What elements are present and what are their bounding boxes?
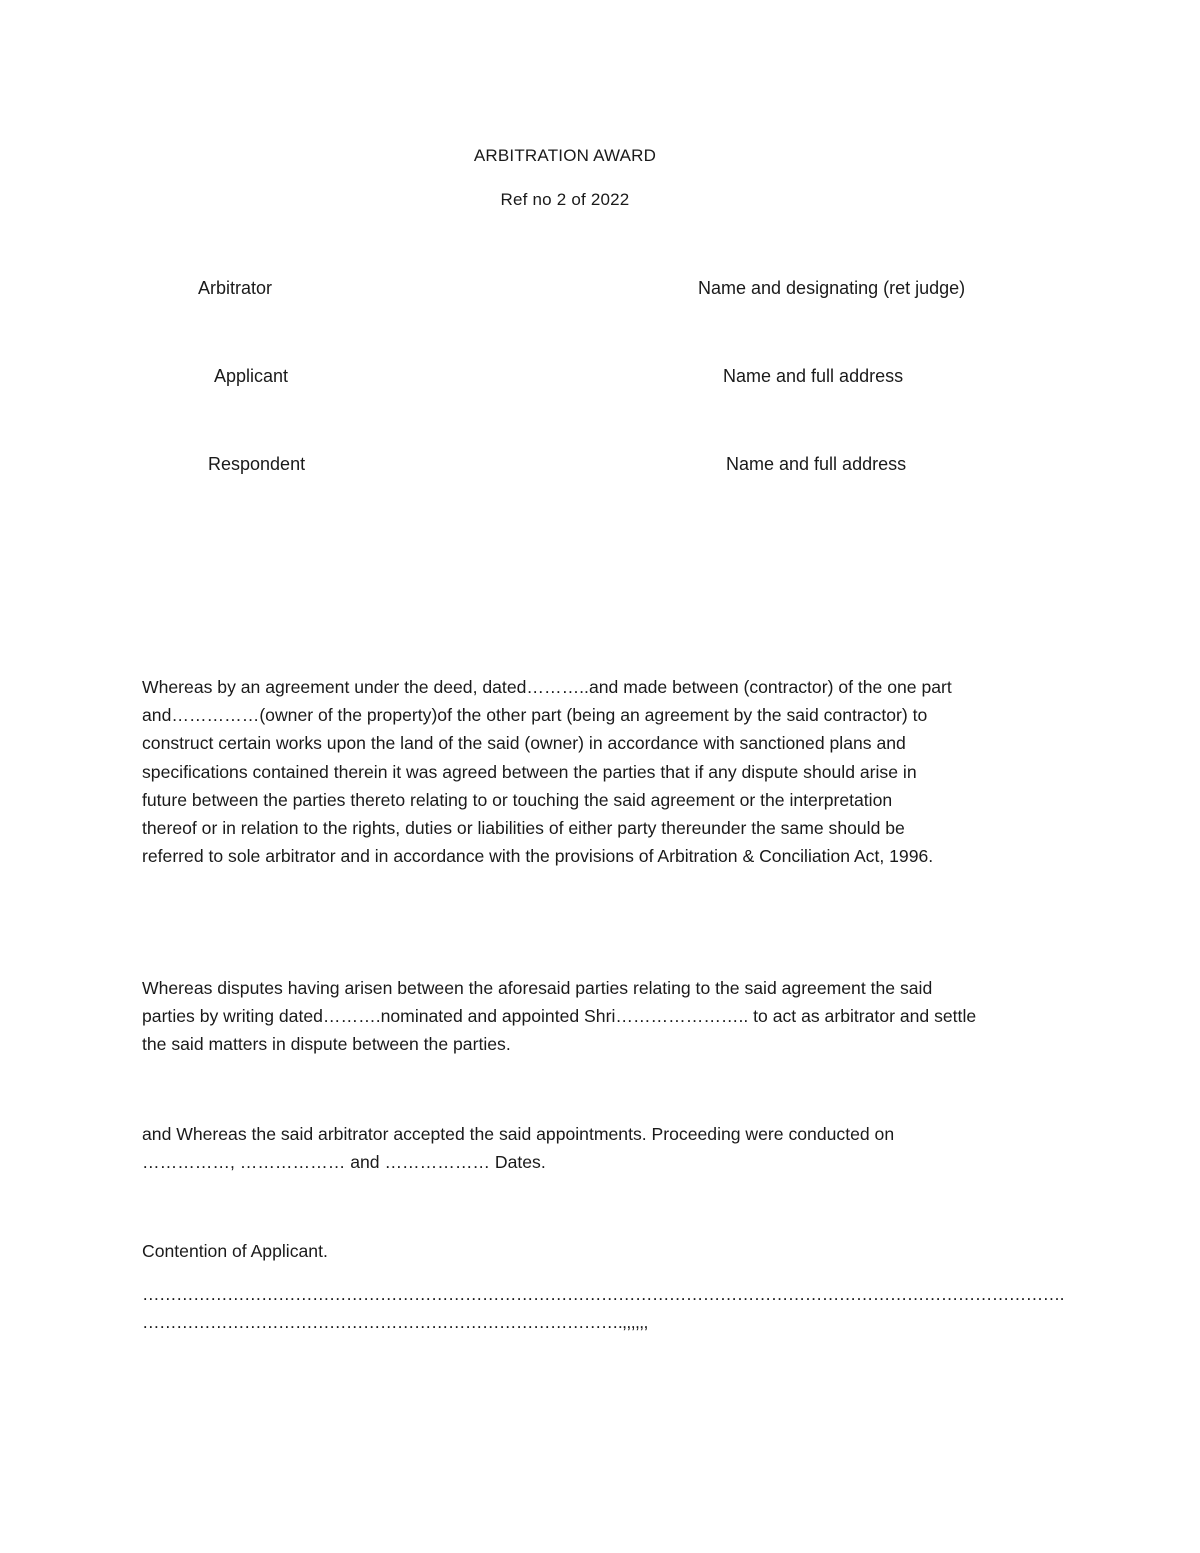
respondent-value: Name and full address — [726, 454, 907, 474]
arbitrator-value: Name and designating (ret judge) — [698, 278, 966, 298]
applicant-label: Applicant — [214, 366, 289, 386]
contention-blank-line-1: ………………………………………………………………………………………………………………………………………………. — [142, 1284, 1064, 1304]
dispute-paragraph: Whereas disputes having arisen between the aforesaid parties relating to the said agreement the said parties by writing dated……….nominated and appointed Shri………………….. to act as arbitrator and settle the said matters in dispute between the parties. — [142, 978, 977, 1055]
proceedings-paragraph: and Whereas the said arbitrator accepted the said appointments. Proceeding were conducted on ……………, ……………… and ……………… Dates. — [142, 1124, 895, 1173]
reference-number: Ref no 2 of 2022 — [500, 190, 630, 209]
applicant-value: Name and full address — [723, 366, 904, 386]
respondent-label: Respondent — [208, 454, 306, 474]
contention-heading: Contention of Applicant. — [142, 1241, 328, 1261]
document-title: ARBITRATION AWARD — [473, 146, 657, 165]
arbitrator-label: Arbitrator — [198, 278, 273, 298]
contention-blank-line-2: ………………………………………………………………………….,,,,,, — [142, 1312, 648, 1332]
agreement-paragraph: Whereas by an agreement under the deed, dated………..and made between (contractor) of the one part and……………(owner of the property)of the other part (being an agreement by the said contractor) to construct certain works upon the land of the said (owner) in accordance with sanctioned plans and specifications contained therein it was agreed between the parties that if any dispute should arise in future between the parties thereto relating to or touching the said agreement or the interpretation thereof or in relation to the rights, duties or liabilities of either party thereunder the same should be referred to sole arbitrator and in accordance with the provisions of Arbitration & Conciliation Act, 1996. — [142, 677, 952, 867]
